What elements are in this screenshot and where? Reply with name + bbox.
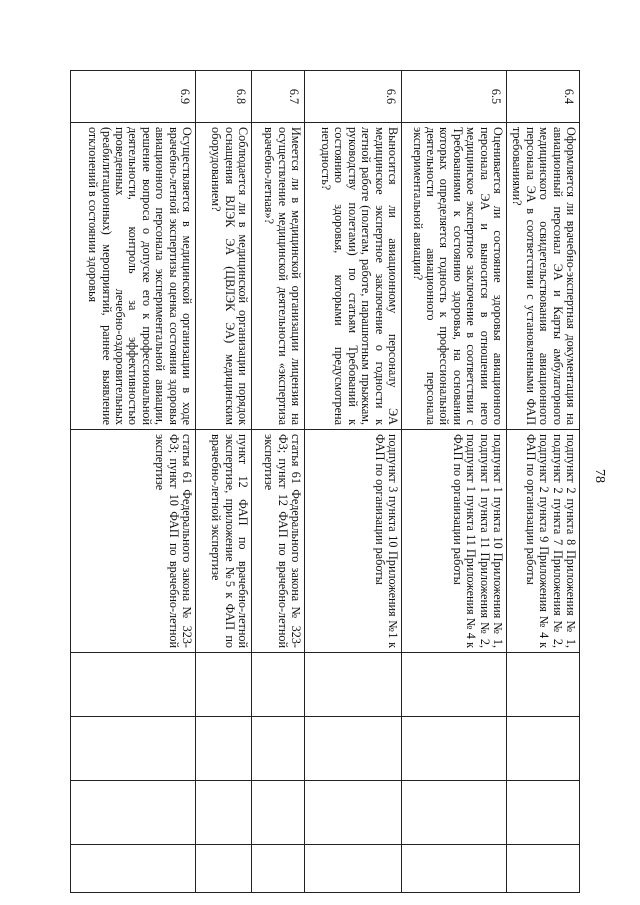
empty-cell [252, 717, 305, 781]
empty-cell [402, 845, 507, 893]
row-reference: статья 61 Федерального закона № 323-ФЗ; пункт 10 ФАП по врачебно-летной экспертизе [71, 430, 196, 653]
empty-cell [196, 717, 252, 781]
empty-cell [402, 653, 507, 717]
table-row [252, 71, 305, 893]
row-number: 6.4 [507, 71, 580, 123]
row-reference: статья 61 Федерального закона № 323-ФЗ; пункт 12 ФАП по врачебно-летной экспертизе [252, 430, 305, 653]
empty-cell [252, 653, 305, 717]
empty-cell [71, 717, 196, 781]
empty-cell [305, 717, 402, 781]
page-number: 78 [592, 469, 607, 483]
table-row [305, 71, 402, 893]
checklist-table [70, 70, 580, 893]
empty-cell [305, 845, 402, 893]
row-reference: пункт 12 ФАП по врачебно-летной экспертизе, приложение №5 к ФАП по врачебно-летной экспертизе [196, 430, 252, 653]
row-number: 6.6 [305, 71, 402, 123]
row-question: Соблюдается ли в медицинской организации порядок оснащения ВЛЭК ЭА (ЦВЛЭК ЭА) медицинским оборудованием? [196, 123, 252, 430]
empty-cell [402, 781, 507, 845]
row-number: 6.8 [196, 71, 252, 123]
row-reference: подпункт 2 пункта 8 Приложения № 1, подпункт 2 пункта 7 Приложения № 2, подпункт 2 пункта 9 Приложения № 4 к ФАП по организации работы [507, 430, 580, 653]
empty-cell [305, 653, 402, 717]
empty-cell [305, 781, 402, 845]
row-question: Осуществляется в медицинской организации в ходе врачебно-летной экспертизы оценка состояния здоровья авиационного персонала экспериментальной авиации, решение вопроса о допуске его к профессиональной деятельности, контроль за эффективностью проведенных лечебно-оздоровительных (реабилитационных) мероприятий, раннее выявление отклонений в состоянии здоровья [71, 123, 196, 430]
row-question: Оценивается ли состояние здоровья авиационного персонала ЭА и выносится в отношении него медицинское экспертное заключение в соответствии с Требованиями к состоянию здоровья, на основании которых определяется годность к профессиональной деятельности авиационного персонала экспериментальной авиации? [402, 123, 507, 430]
row-question: Имеется ли в медицинской организации лицензия на осуществление медицинской деятельности «экспертиза врачебно-летная»? [252, 123, 305, 430]
empty-cell [402, 717, 507, 781]
row-reference: подпункт 3 пункта 10 Приложения №1 к ФАП по организации работы [305, 430, 402, 653]
row-question: Выносится ли авиационному персоналу ЭА медицинское экспертное заключение о годности к летной работе (полетам, работе, парашютным прыжкам, руководству полетами) по статьям Требований к состоянию здоровья, которыми предусмотрена негодность? [305, 123, 402, 430]
row-question: Оформляется ли врачебно-экспертная документация на авиационный персонал ЭА и Карты амбулаторного медицинского освидетельствования авиационного персонала ЭА в соответствии с установленными ФАП требованиями? [507, 123, 580, 430]
empty-cell [507, 845, 580, 893]
empty-cell [71, 845, 196, 893]
rotated-table-sheet [70, 70, 580, 892]
empty-cell [507, 717, 580, 781]
row-number: 6.7 [252, 71, 305, 123]
row-reference: подпункт 1 пункта 10 Приложения № 1, подпункт 1 пункта 11 Приложения № 2, подпункт 1 пункта 11 Приложения № 4 к ФАП по организации работы [402, 430, 507, 653]
empty-cell [252, 845, 305, 893]
row-number: 6.5 [402, 71, 507, 123]
empty-cell [196, 781, 252, 845]
table-row [71, 71, 196, 893]
row-number: 6.9 [71, 71, 196, 123]
empty-cell [507, 781, 580, 845]
empty-cell [71, 653, 196, 717]
table-row [196, 71, 252, 893]
empty-cell [71, 781, 196, 845]
table-row [402, 71, 507, 893]
empty-cell [196, 653, 252, 717]
empty-cell [252, 781, 305, 845]
table-row [507, 71, 580, 893]
empty-cell [196, 845, 252, 893]
empty-cell [507, 653, 580, 717]
